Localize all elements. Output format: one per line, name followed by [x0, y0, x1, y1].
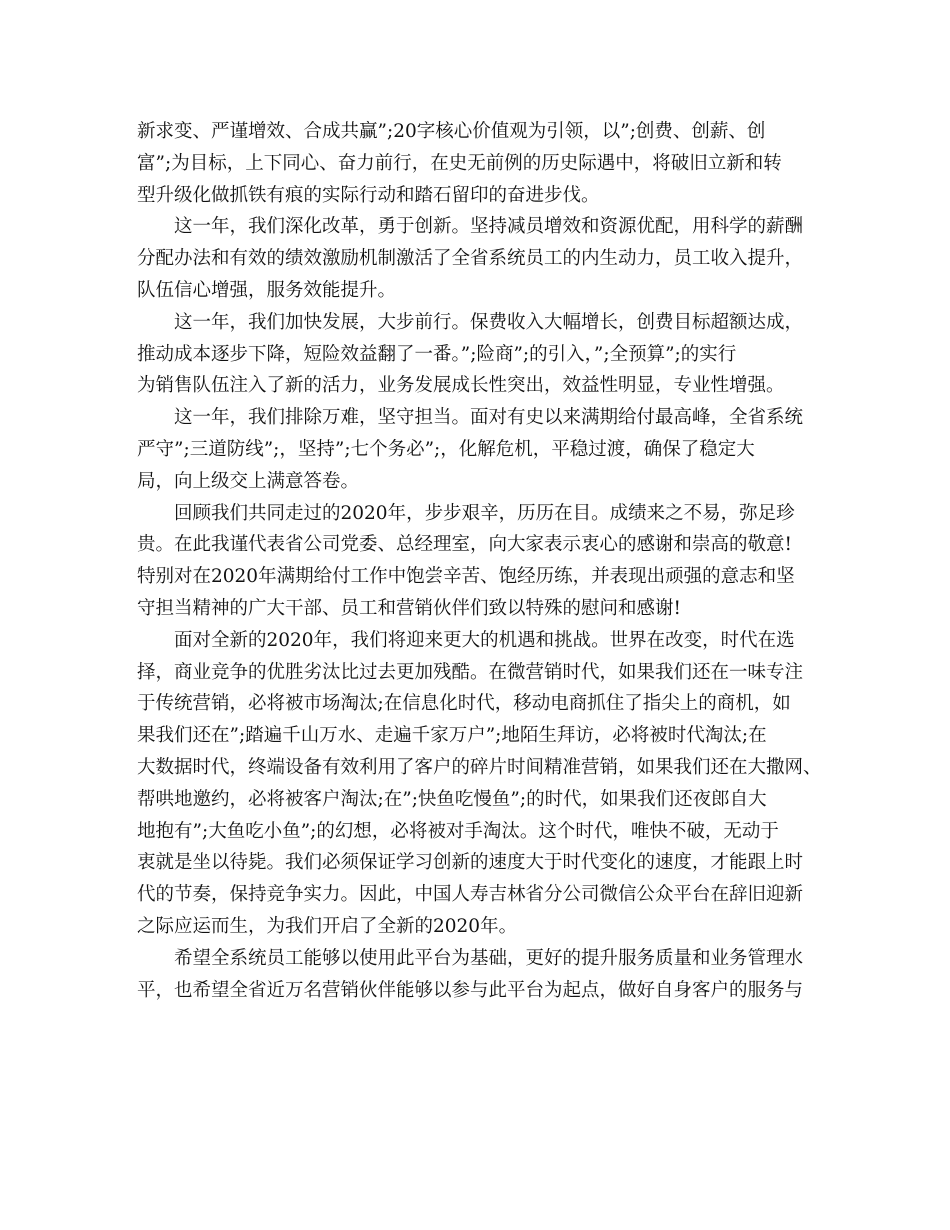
- paragraph: [137, 625, 827, 943]
- paragraph: [137, 307, 827, 402]
- text-line: 严守”;三道防线”;，坚持”;七个务必”;，化解危机，平稳过渡，确保了稳定大: [137, 438, 755, 460]
- text-line: 平，也希望全省近万名营销伙伴能够以参与此平台为起点，做好自身客户的服务与: [137, 979, 804, 1001]
- text-line: 特别对在2020年满期给付工作中饱尝辛苦、饱经历练，并表现出顽强的意志和坚: [137, 566, 795, 588]
- paragraph: [137, 116, 827, 211]
- text-line: 面对全新的2020年，我们将迎来更大的机遇和挑战。世界在改变，时代在选: [174, 629, 795, 651]
- paragraph: [137, 498, 827, 625]
- paragraph: [137, 943, 827, 1007]
- paragraph: [137, 402, 827, 497]
- text-line: 推动成本逐步下降，短险效益翻了一番。”;险商”;的引入，”;全预算”;的实行: [137, 343, 737, 365]
- text-line: 于传统营销，必将被市场淘汰;在信息化时代，移动电商抓住了指尖上的商机，如: [137, 693, 791, 715]
- text-line: 择，商业竞争的优胜劣汰比过去更加残酷。在微营销时代，如果我们还在一味专注: [137, 661, 804, 683]
- text-line: 这一年，我们加快发展，大步前行。保费收入大幅增长，创费目标超额达成，: [174, 311, 804, 333]
- text-line: 这一年，我们排除万难，坚守担当。面对有史以来满期给付最高峰，全省系统: [174, 407, 804, 429]
- text-line: 大数据时代，终端设备有效利用了客户的碎片时间精准营销，如果我们还在大撒网、: [137, 756, 822, 778]
- text-line: 型升级化做抓铁有痕的实际行动和踏石留印的奋进步伐。: [137, 184, 600, 206]
- text-line: 守担当精神的广大干部、员工和营销伙伴们致以特殊的慰问和感谢!: [137, 597, 681, 619]
- text-line: 新求变、严谨增效、合成共赢”;20字核心价值观为引领，以”;创费、创薪、创: [137, 121, 766, 142]
- document-body: [137, 116, 827, 1006]
- text-line: 这一年，我们深化改革，勇于创新。坚持减员增效和资源优配，用科学的薪酬: [174, 216, 804, 238]
- text-line: 富”;为目标，上下同心、奋力前行，在史无前例的历史际遇中，将破旧立新和转: [137, 152, 782, 174]
- text-line: 贵。在此我谨代表省公司党委、总经理室，向大家表示衷心的感谢和崇高的敬意!: [137, 534, 792, 556]
- text-line: 回顾我们共同走过的2020年，步步艰辛，历历在目。成绩来之不易，弥足珍: [174, 502, 795, 524]
- text-line: 代的节奏，保持竞争实力。因此，中国人寿吉林省分公司微信公众平台在辞旧迎新: [137, 884, 804, 906]
- text-line: 衷就是坐以待毙。我们必须保证学习创新的速度大于时代变化的速度，才能跟上时: [137, 852, 804, 874]
- text-line: 希望全系统员工能够以使用此平台为基础，更好的提升服务质量和业务管理水: [174, 947, 804, 969]
- text-line: 分配办法和有效的绩效激励机制激活了全省系统员工的内生动力，员工收入提升，: [137, 248, 804, 270]
- text-line: 为销售队伍注入了新的活力，业务发展成长性突出，效益性明显，专业性增强。: [137, 375, 785, 397]
- paragraph: [137, 211, 827, 306]
- text-line: 果我们还在”;踏遍千山万水、走遍千家万户”;地陌生拜访，必将被时代淘汰;在: [137, 725, 767, 747]
- text-line: 局，向上级交上满意答卷。: [137, 470, 360, 492]
- text-line: 之际应运而生，为我们开启了全新的2020年。: [137, 915, 518, 937]
- text-line: 地抱有”;大鱼吃小鱼”;的幻想，必将被对手淘汰。这个时代，唯快不破，无动于: [137, 820, 779, 842]
- text-line: 帮哄地邀约，必将被客户淘汰;在”;快鱼吃慢鱼”;的时代，如果我们还夜郎自大: [137, 788, 767, 810]
- text-line: 队伍信心增强，服务效能提升。: [137, 279, 397, 301]
